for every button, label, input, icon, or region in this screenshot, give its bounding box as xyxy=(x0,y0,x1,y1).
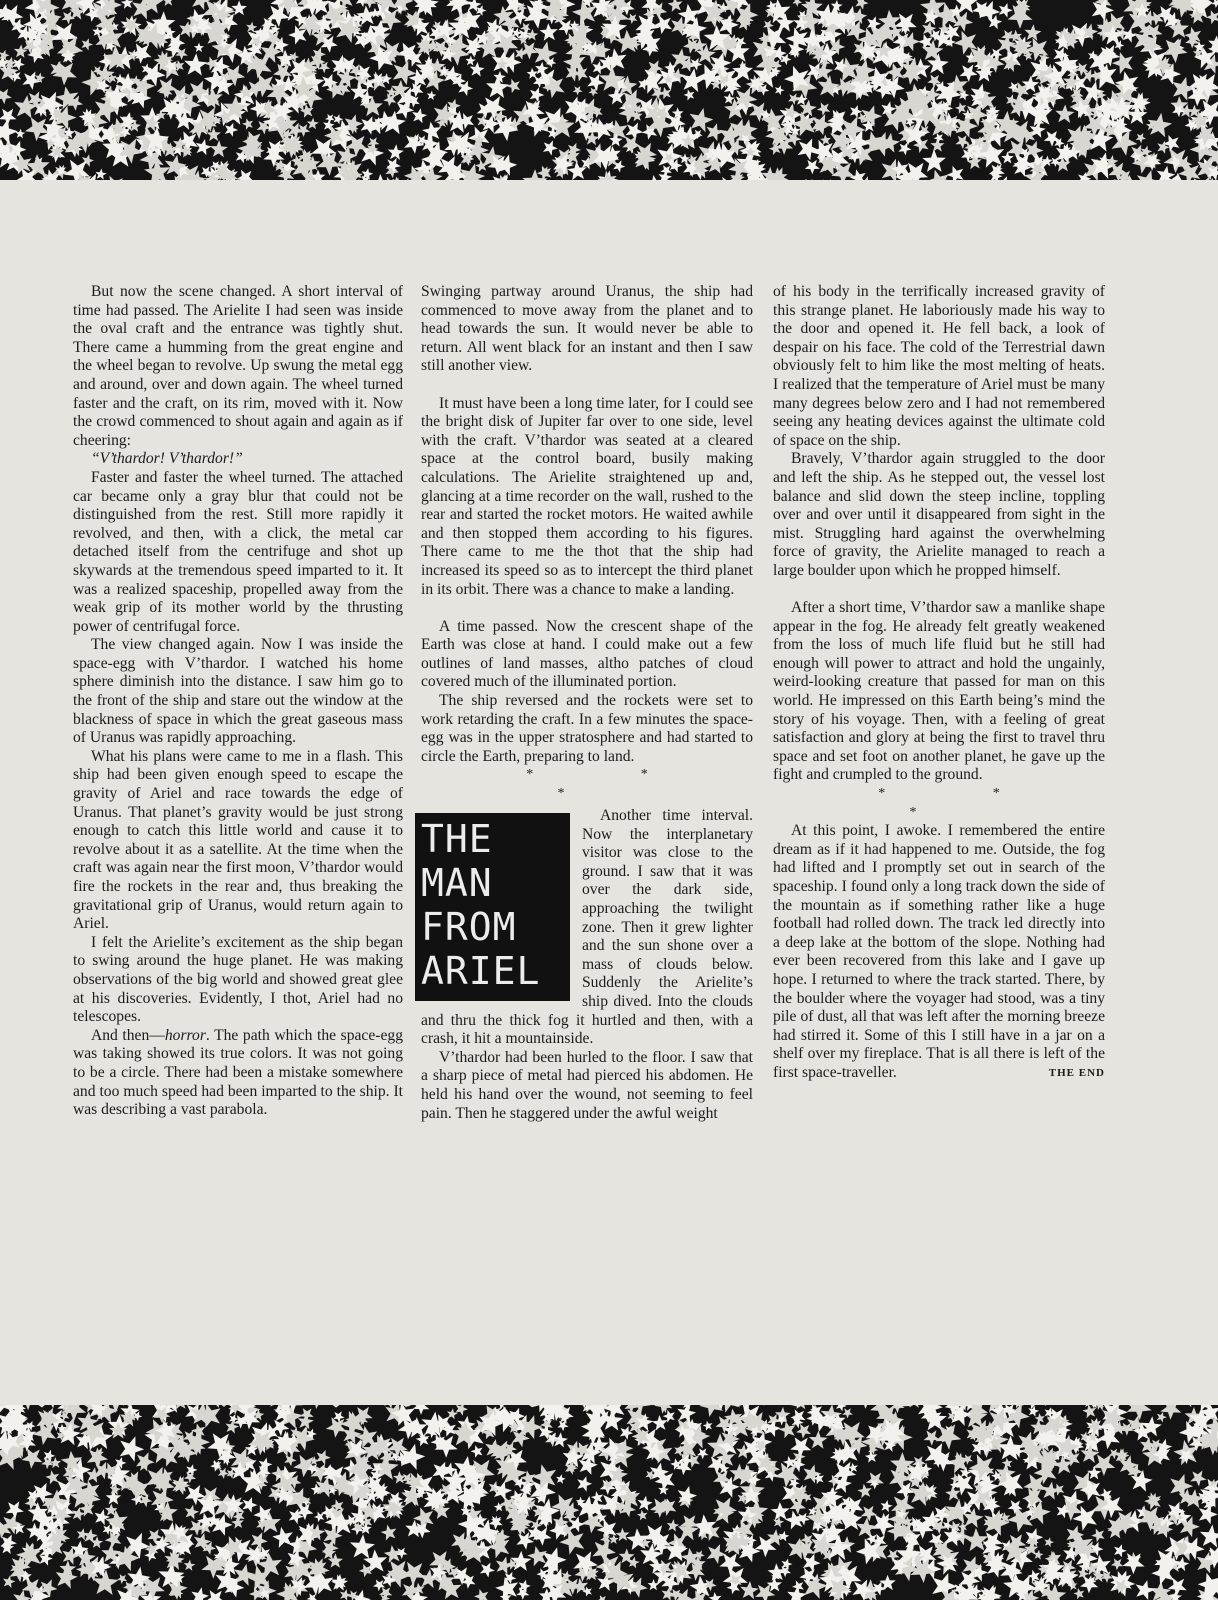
the-end-label: THE END xyxy=(1048,1066,1105,1079)
paragraph: I felt the Arielite’s excitement as the ship began to swing around the huge planet. He was making observations of the big world and showed great glee at his discoveries. Evidently, I thot, Ariel had no telescopes. xyxy=(73,933,403,1026)
title-line: THE xyxy=(421,817,493,862)
text-run: . The path which the space-egg was taking showed its true colors. It was not going to be a circle. There had been a mistake somewhere and too much speed had been imparted to the ship. It was describing a vast parabola. xyxy=(73,1026,403,1119)
paragraph: The view changed again. Now I was inside the space-egg with V’thardor. I watched his home sphere diminish into the distance. I saw him go to the front of the ship and stare out the window at the blackness of space in which the great gaseous mass of Uranus was rapidly approaching. xyxy=(73,636,403,747)
paragraph: But now the scene changed. A short interval of time had passed. The Arielite I had seen was inside the oval craft and the entrance was tightly shut. There came a humming from the great engine and the wheel began to revolve. Up swung the metal egg and around, over and down again. The wheel turned faster and the craft, on its rim, moved with it. Now the crowd commenced to shout again and again as if cheering: xyxy=(73,283,403,449)
paragraph: Bravely, V’thardor again struggled to the door and left the ship. As he stepped out, the vessel lost balance and slid down the steep incline, toppling over and over until it disappeared from sight in the mist. Struggling hard against the overwhelming force of gravity, the Arielite managed to reach a large boulder upon which he propped himself. xyxy=(773,450,1105,579)
column-2 xyxy=(421,283,753,1123)
star-pattern-bottom xyxy=(0,1388,1218,1600)
star-pattern-top xyxy=(0,0,1218,200)
column-3 xyxy=(773,283,1105,1083)
paragraph xyxy=(73,1027,403,1120)
section-separator: * * * xyxy=(526,767,700,802)
story-title xyxy=(415,813,570,1001)
section-separator: * * * xyxy=(878,786,1052,820)
title-line: ARIEL xyxy=(421,949,541,994)
column-1 xyxy=(73,283,403,1120)
paragraph: V’thardor had been hurled to the floor. I saw that a sharp piece of metal had pierced his abdomen. He held his hand over the wound, not seeming to feel pain. Then he staggered under the awful weight xyxy=(421,1048,753,1122)
paragraph: Another time interval. Now the interplanetary visitor was close to the ground. I saw that it was over the dark side, approaching the twilight zone. Then it grew lighter and the sun shone over a mass of clouds below. Suddenly the Arielite’s ship dived. Into the clouds and thru the thick fog it hurtled and then, with a crash, it hit a mountainside. xyxy=(421,807,753,1048)
emphasis: horror xyxy=(164,1026,206,1044)
paragraph: What his plans were came to me in a flash. This ship had been given enough speed to escape the gravity of Ariel and race towards the edge of Uranus. That planet’s gravity would be just strong enough to catch this little world and cause it to revolve about it as a satellite. At the time when the craft was again near the first moon, V’thardor would fire the rockets in the rear and, thus breaking the gravitational grip of Uranus, would return again to Ariel. xyxy=(73,747,403,933)
text-run: At this point, I awoke. I remembered the entire dream as if it had happened to me. Outside, the fog had lifted and I promptly set out in search of the spaceship. I found only a long track down the side of the mountain as if something rather like a huge football had rolled down. The track led directly into a deep lake at the bottom of the slope. Nothing had ever been recovered from this lake and I gave up hope. I returned to where the track started. There, by the boulder where the voyager had stood, was a tiny pile of dust, all that was left after the morning breeze had stirred it. Some of this I still have in a jar on a shelf over my fireplace. That is all there is left of the first space-traveller. xyxy=(773,822,1105,1081)
title-line: MAN xyxy=(421,861,493,906)
paragraph: A time passed. Now the crescent shape of the Earth was close at hand. I could make out a few outlines of land masses, altho patches of cloud covered much of the illuminated portion. xyxy=(421,617,753,691)
text-run: And then— xyxy=(91,1026,165,1044)
paragraph: The ship reversed and the rockets were set to work retarding the craft. In a few minutes the space-egg was in the upper stratosphere and had started to circle the Earth, preparing to land. xyxy=(421,692,753,765)
title-line: FROM xyxy=(421,905,517,950)
paragraph: of his body in the terrifically increased gravity of this strange planet. He laboriously made his way to the door and opened it. He fell back, a look of despair on his face. The cold of the Terrestrial dawn obviously felt to him like the most melting of heats. I realized that the temperature of Ariel must be many many degrees below zero and I had not remembered seeing any heating devices against the ultimate cold of space on the ship. xyxy=(773,283,1105,449)
paragraph: After a short time, V’thardor saw a manlike shape appear in the fog. He already felt greatly weakened from the loss of much life fluid but he still had enough will power to attract and hold the ungainly, weird-looking creature that passed for man on this world. He impressed on this Earth being’s mind the story of his voyage. Then, with a feeling of great satisfaction and glory at being the first to travel thru space and set foot on another planet, he gave up the fight and crumpled to the ground. xyxy=(773,599,1105,784)
star-field-top xyxy=(0,0,1218,200)
paragraph: It must have been a long time later, for I could see the bright disk of Jupiter far over to one side, level with the craft. V’thardor was seated at a cleared space at the control board, busily making calculations. The Arielite straightened up and, glancing at a time recorder on the wall, rushed to the rear and started the rocket motors. He waited awhile and then stopped them according to his figures. There came to me the thot that the ship had increased its speed so as to intercept the third planet in its orbit. There was a chance to make a landing. xyxy=(421,394,753,598)
paragraph: Faster and faster the wheel turned. The attached car became only a gray blur that could not be distinguished from the rest. Still more rapidly it revolved, and then, with a click, the metal car detached itself from the centrifuge and shot up skywards at the tremendous speed imparted to it. It was a realized spaceship, propelled away from the weak grip of its mother world by the thrusting power of centrifugal force. xyxy=(73,468,403,635)
paragraph xyxy=(773,822,1105,1082)
star-field-bottom xyxy=(0,1388,1218,1600)
quote: “V’thardor! V’thardor!” xyxy=(91,450,243,468)
paragraph: Swinging partway around Uranus, the ship had commenced to move away from the planet and to head towards the sun. It would never be able to return. All went black for an instant and then I saw still another view. xyxy=(421,283,753,375)
